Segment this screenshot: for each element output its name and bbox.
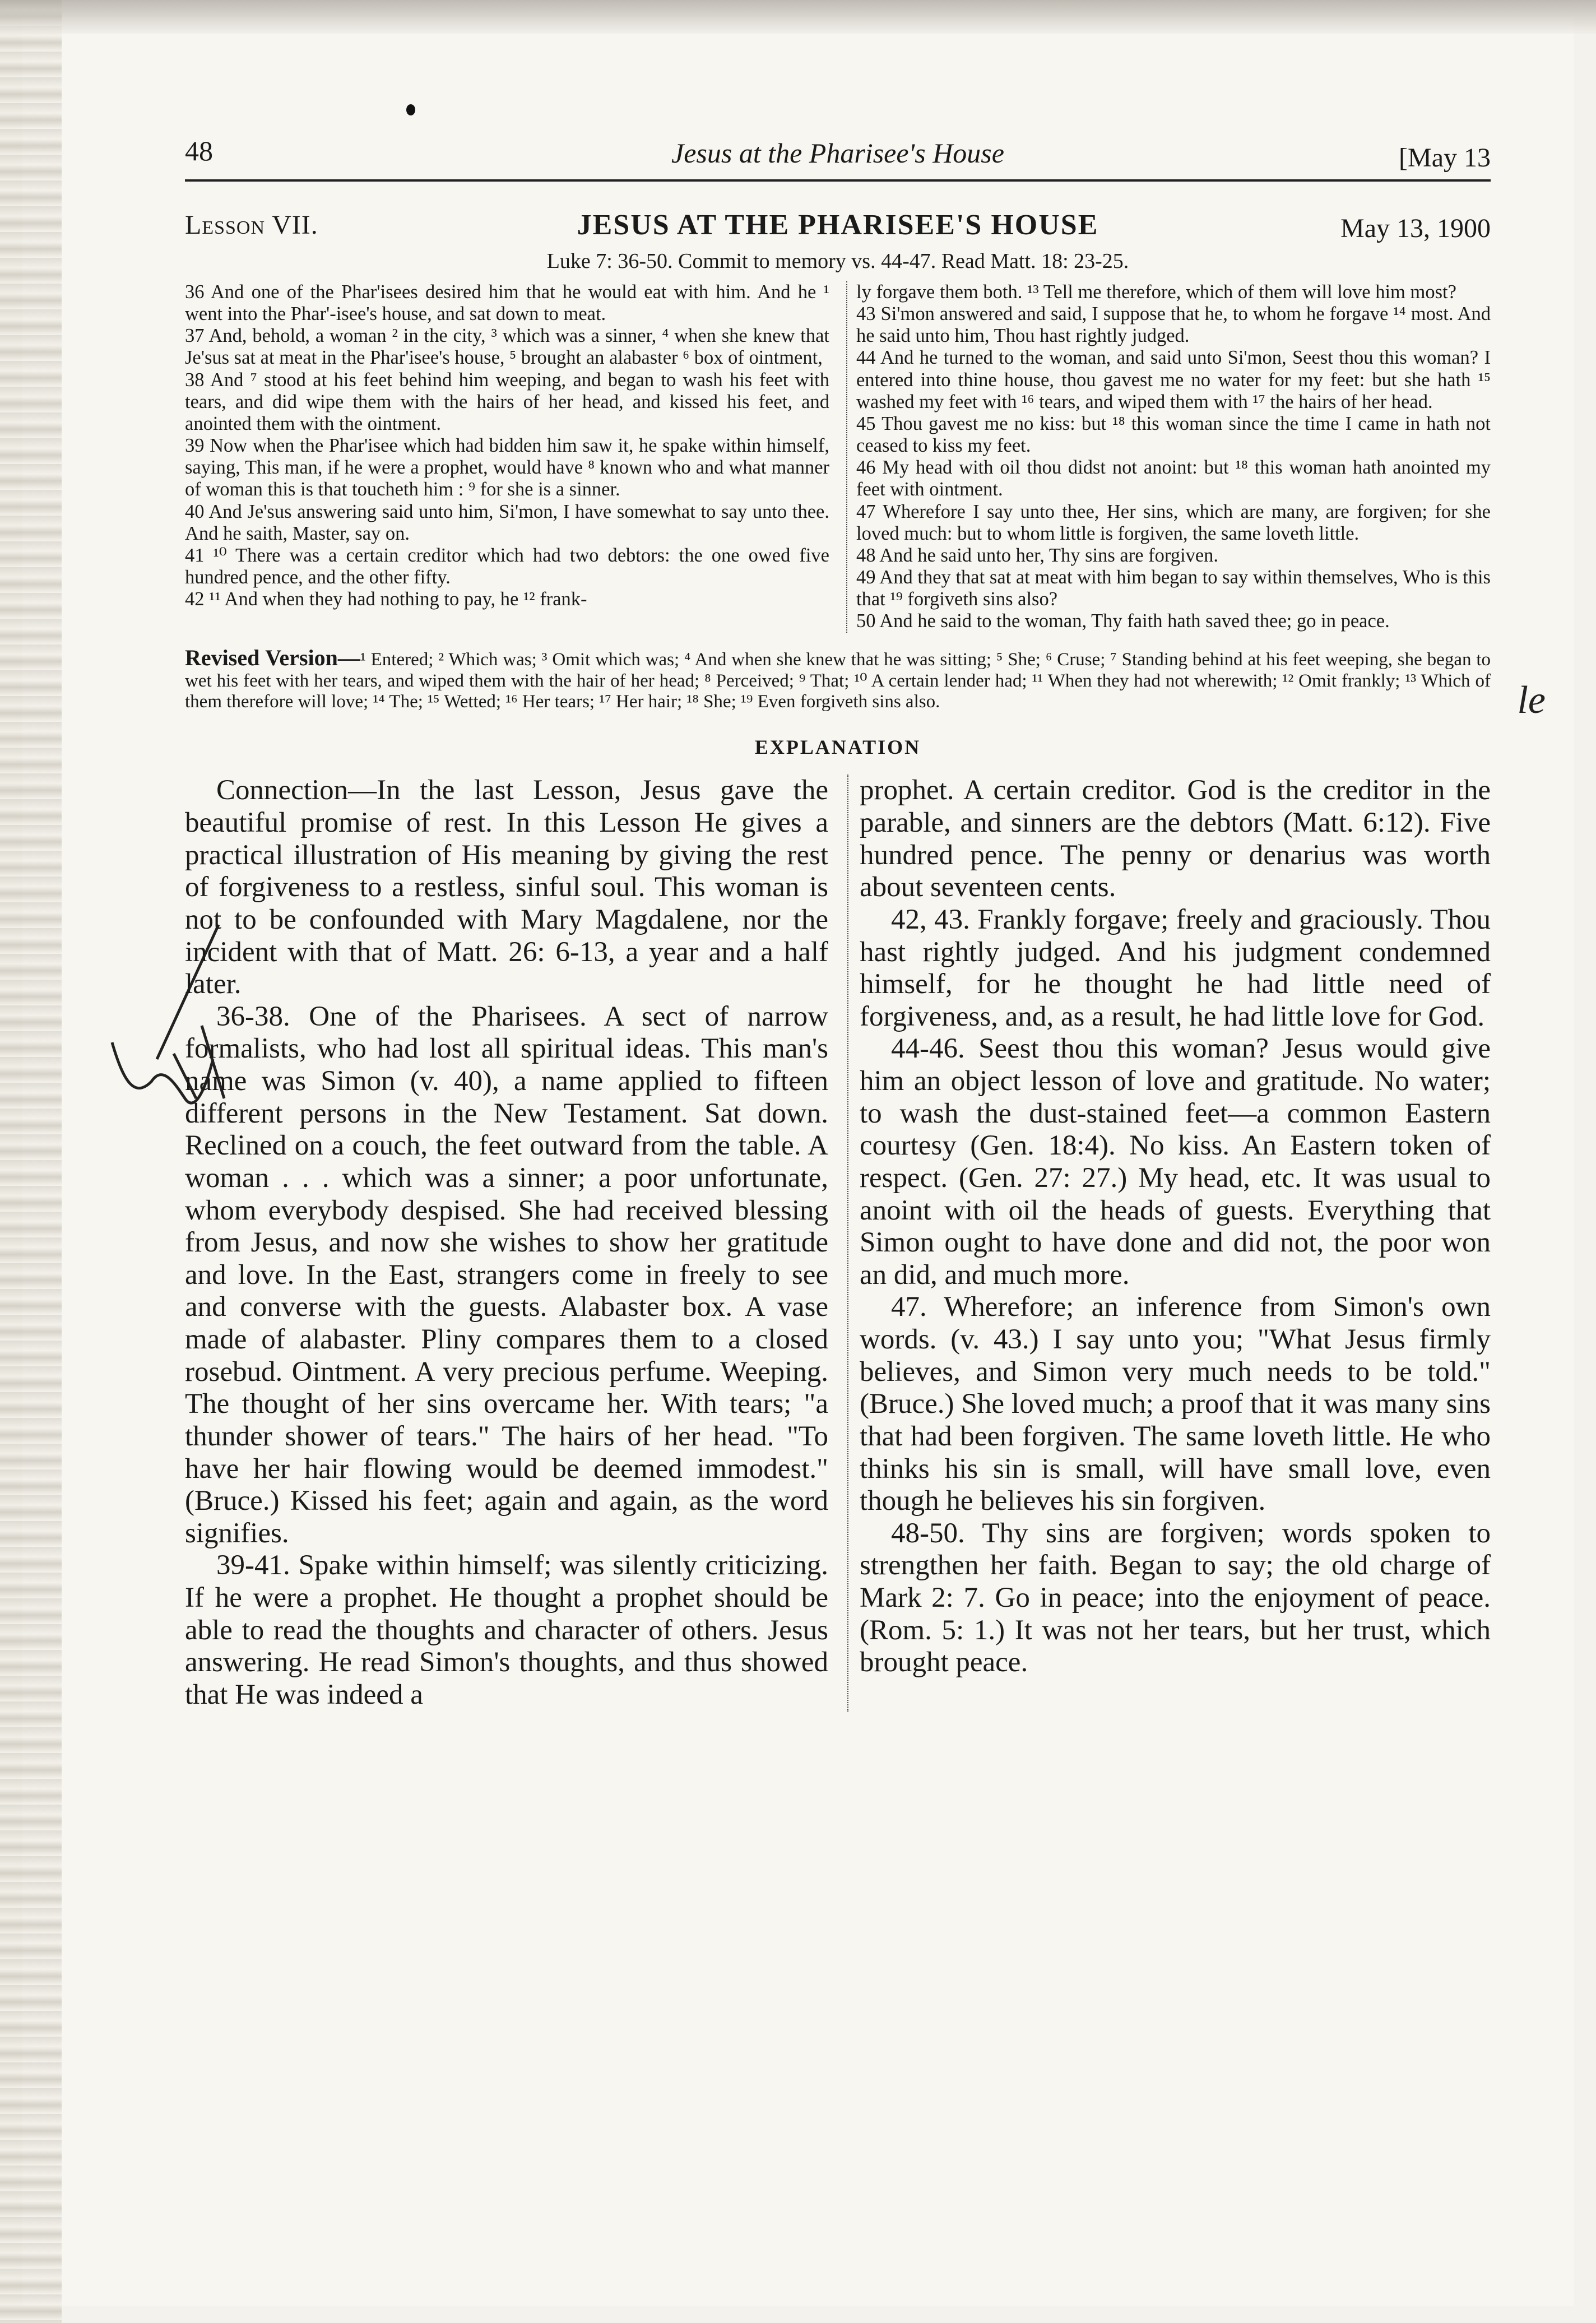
scripture-left-column bbox=[185, 281, 829, 633]
explanation-paragraph: 42, 43. Frankly forgave; freely and graciously. Thou hast rightly judged. And his judgment condemned himself, for he thought he had little need of forgiveness, and, as a result, he had little love for God. bbox=[860, 903, 1491, 1032]
verse: 37 And, behold, a woman ² in the city, ³ which was a sinner, ⁴ when she knew that Je'sus sat at meat in the Phar'isee's house, ⁵ brought an alabaster ⁶ box of ointment, bbox=[185, 325, 829, 369]
verse: ly forgave them both. ¹³ Tell me therefore, which of them will love him most? bbox=[856, 281, 1456, 303]
explanation-paragraph: 36-38. One of the Pharisees. A sect of narrow formalists, who had lost all spiritual ideas. This man's name was Simon (v. 40), a name applied to fifteen different persons in the New Testament. Sat down. Reclined on a couch, the feet outward from the table. A woman . . . which was a sinner; a poor unfortunate, whom everybody despised. She had received blessing from Jesus, and now she wishes to show her gratitude and love. In the East, strangers come in freely to see and converse with the guests. Alabaster box. A vase made of alabaster. Pliny compares them to a closed rosebud. Ointment. A very precious perfume. Weeping. The thought of her sins overcame her. With tears; "a thunder shower of tears." The hairs of her head. "To have her hair flowing would be deemed immodest." (Bruce.) Kissed his feet; again and again, as the word signifies. bbox=[185, 1000, 828, 1549]
scripture-text bbox=[185, 281, 1491, 633]
page-number: 48 bbox=[185, 135, 213, 166]
explanation-paragraph: 39-41. Spake within himself; was silently criticizing. If he were a prophet. He thought a prophet should be able to read the thoughts and character of others. Jesus answering. He read Simon's thoughts, and thus showed that He was indeed a bbox=[185, 1550, 828, 1710]
revised-version-label: Revised Version— bbox=[185, 644, 360, 670]
lesson-header bbox=[185, 204, 1491, 271]
explanation-left-column bbox=[185, 775, 828, 1711]
verse: 48 And he said unto her, Thy sins are forgiven. bbox=[856, 544, 1219, 566]
verse: 38 And ⁷ stood at his feet behind him weeping, and began to wash his feet with tears, and did wipe them with the hairs of her head, and kissed his feet, and anointed them with the ointment. bbox=[185, 369, 829, 434]
verse: 36 And one of the Phar'isees desired him that he would eat with him. And he ¹ went into the Phar'-isee's house, and sat down to meat. bbox=[185, 281, 829, 325]
explanation-paragraph: 47. Wherefore; an inference from Simon's own words. (v. 43.) I say unto you; "What Jesus firmly believes, and Simon very much needs to be told." (Bruce.) She loved much; a proof that it was many sins that had been forgiven. The same loveth little. He who thinks his sin is small, will have small love, even though he believes his sin forgiven. bbox=[860, 1291, 1491, 1517]
running-head bbox=[185, 129, 1491, 182]
verse: 49 And they that sat at meat with him began to say within themselves, Who is this that ¹⁹ forgiveth sins also? bbox=[856, 567, 1491, 610]
verse: 39 Now when the Phar'isee which had bidden him saw it, he spake within himself, saying, This man, if he were a prophet, would have ⁸ known who and what manner of woman this is that toucheth him : ⁹ for she is a sinner. bbox=[185, 435, 829, 500]
lesson-date: May 13, 1900 bbox=[1340, 214, 1491, 243]
running-title: Jesus at the Pharisee's House bbox=[671, 137, 1004, 169]
scripture-reference: Luke 7: 36-50. Commit to memory vs. 44-47. Read Matt. 18: 23-25. bbox=[546, 249, 1129, 273]
verse: 41 ¹⁰ There was a certain creditor which had two debtors: the one owed five hundred pence, and the other fifty. bbox=[185, 544, 829, 588]
scanned-left-edge bbox=[0, 0, 62, 2323]
revised-version-text: ¹ Entered; ² Which was; ³ Omit which was; ⁴ And when she knew that he was sitting; ⁵ She; ⁶ Cruse; ⁷ Standing behind at his feet weeping, she began to wet his feet with her tears, and wiped them with the hair of her head; ⁸ Perceived; ⁹ That; ¹⁰ A certain lender had; ¹¹ When they had not wherewith; ¹² Omit frankly; ¹³ Which of them therefore will love; ¹⁴ The; ¹⁵ Wetted; ¹⁶ Her tears; ¹⁷ Her hair; ¹⁸ She; ¹⁹ Even forgiveth sins also. bbox=[185, 649, 1491, 712]
page-content bbox=[185, 129, 1491, 1712]
running-date: [May 13 bbox=[1399, 143, 1491, 173]
revised-version-notes bbox=[185, 645, 1491, 713]
lesson-title: JESUS AT THE PHARISEE'S HOUSE bbox=[577, 209, 1099, 241]
scanned-top-edge bbox=[0, 0, 1596, 34]
explanation-paragraph: 44-46. Seest thou this woman? Jesus would give him an object lesson of love and gratitude. No water; to wash the dust-stained feet—a common Eastern courtesy (Gen. 18:4). No kiss. An Eastern token of respect. (Gen. 27: 27.) My head, etc. It was usual to anoint with oil the heads of guests. Everything that Simon ought to have done and did not, the poor won an did, and much more. bbox=[860, 1033, 1491, 1291]
explanation-right-column bbox=[847, 775, 1491, 1711]
ink-dot bbox=[406, 104, 415, 115]
verse: 45 Thou gavest me no kiss: but ¹⁸ this woman since the time I came in hath not ceased to kiss my feet. bbox=[856, 412, 1491, 457]
margin-handwriting: le bbox=[1517, 679, 1546, 722]
verse: 43 Si'mon answered and said, I suppose that he, to whom he forgave ¹⁴ most. And he said unto him, Thou hast rightly judged. bbox=[856, 303, 1491, 347]
verse: 40 And Je'sus answering said unto him, Si'mon, I have somewhat to say unto thee. And he saith, Master, say on. bbox=[185, 500, 829, 544]
verse: 44 And he turned to the woman, and said unto Si'mon, Seest thou this woman? I entered into thine house, thou gavest me no water for my feet: but she hath ¹⁵ washed my feet with ¹⁶ tears, and wiped them with ¹⁷ the hairs of her head. bbox=[856, 347, 1491, 412]
explanation-heading: EXPLANATION bbox=[754, 736, 921, 759]
explanation-text bbox=[185, 775, 1491, 1711]
lesson-number: Lesson VII. bbox=[185, 210, 318, 240]
explanation-paragraph: prophet. A certain creditor. God is the creditor in the parable, and sinners are the debtors (Matt. 6:12). Five hundred pence. The penny or denarius was worth about seventeen cents. bbox=[860, 775, 1491, 903]
verse: 47 Wherefore I say unto thee, Her sins, which are many, are forgiven; for she loved much: but to whom little is forgiven, the same loveth little. bbox=[856, 500, 1491, 544]
explanation-paragraph: 48-50. Thy sins are forgiven; words spoken to strengthen her faith. Began to say; the old charge of Mark 2: 7. Go in peace; into the enjoyment of peace. (Rom. 5: 1.) It was not her tears, but her trust, which brought peace. bbox=[860, 1517, 1491, 1679]
verse: 50 And he said to the woman, Thy faith hath saved thee; go in peace. bbox=[856, 610, 1390, 632]
verse: 42 ¹¹ And when they had nothing to pay, he ¹² frank- bbox=[185, 588, 587, 610]
scripture-right-column bbox=[846, 281, 1491, 633]
verse: 46 My head with oil thou didst not anoint: but ¹⁸ this woman hath anointed my feet with ointment. bbox=[856, 457, 1491, 500]
explanation-paragraph: Connection—In the last Lesson, Jesus gave the beautiful promise of rest. In this Lesson He gives a practical illustration of His meaning by giving the rest of forgiveness to a restless, sinful soul. This woman is not to be confounded with Mary Magdalene, nor the incident with that of Matt. 26: 6-13, a year and a half later. bbox=[185, 775, 828, 1000]
